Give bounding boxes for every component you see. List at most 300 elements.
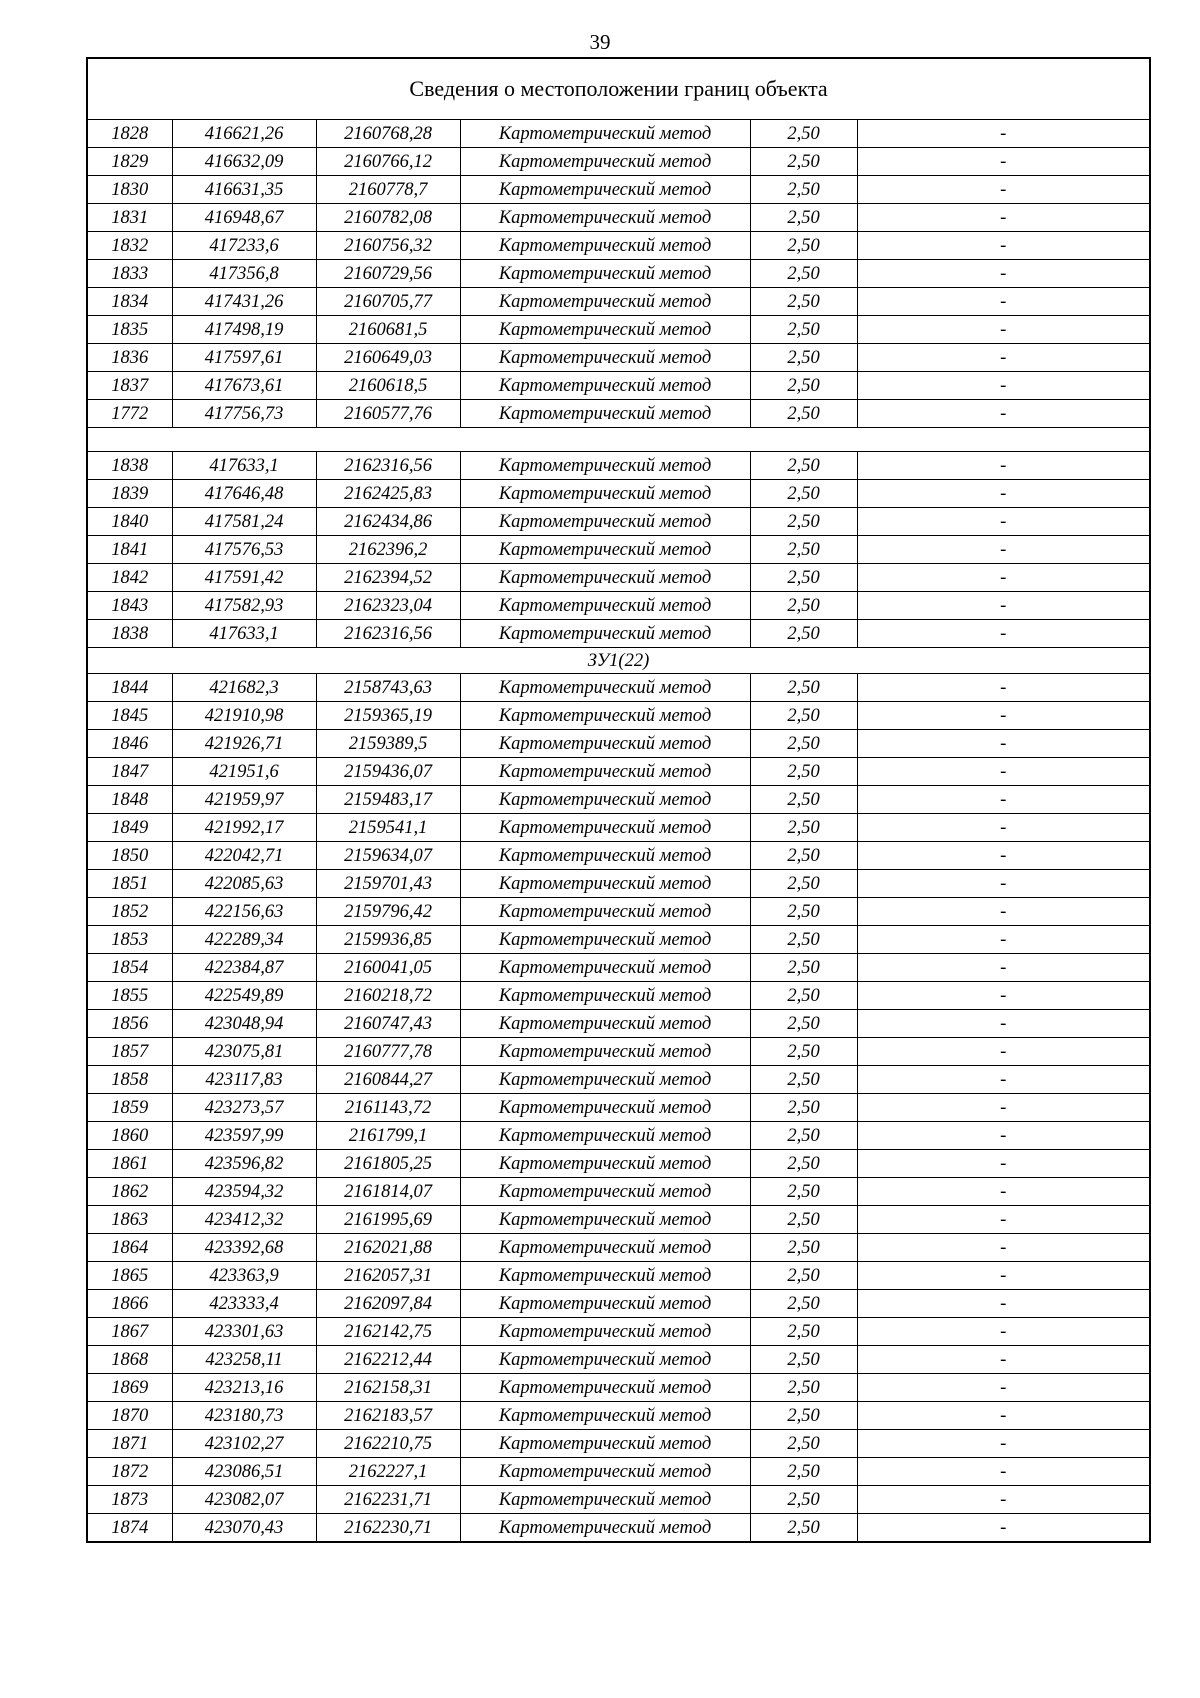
y-coordinate-cell: 2162231,71	[316, 1486, 460, 1514]
y-coordinate-cell: 2159483,17	[316, 786, 460, 814]
point-number-cell: 1854	[87, 954, 172, 982]
y-coordinate-cell: 2159796,42	[316, 898, 460, 926]
x-coordinate-cell: 422549,89	[172, 982, 316, 1010]
y-coordinate-cell: 2158743,63	[316, 674, 460, 702]
description-cell: -	[857, 814, 1150, 842]
description-cell: -	[857, 982, 1150, 1010]
table-row	[87, 536, 1150, 564]
point-number-cell: 1852	[87, 898, 172, 926]
method-cell: Картометрический метод	[460, 592, 750, 620]
y-coordinate-cell: 2160041,05	[316, 954, 460, 982]
y-coordinate-cell: 2162230,71	[316, 1514, 460, 1543]
method-cell: Картометрический метод	[460, 1318, 750, 1346]
description-cell: -	[857, 1150, 1150, 1178]
accuracy-cell: 2,50	[750, 508, 857, 536]
table-row	[87, 1486, 1150, 1514]
point-number-cell: 1871	[87, 1430, 172, 1458]
y-coordinate-cell: 2160218,72	[316, 982, 460, 1010]
accuracy-cell: 2,50	[750, 592, 857, 620]
y-coordinate-cell: 2162021,88	[316, 1234, 460, 1262]
point-number-cell: 1872	[87, 1458, 172, 1486]
x-coordinate-cell: 423117,83	[172, 1066, 316, 1094]
method-cell: Картометрический метод	[460, 730, 750, 758]
x-coordinate-cell: 417597,61	[172, 344, 316, 372]
accuracy-cell: 2,50	[750, 982, 857, 1010]
y-coordinate-cell: 2160778,7	[316, 176, 460, 204]
accuracy-cell: 2,50	[750, 1010, 857, 1038]
x-coordinate-cell: 417673,61	[172, 372, 316, 400]
description-cell: -	[857, 1234, 1150, 1262]
table-row	[87, 982, 1150, 1010]
table-row	[87, 1458, 1150, 1486]
description-cell: -	[857, 1514, 1150, 1543]
x-coordinate-cell: 423594,32	[172, 1178, 316, 1206]
table-row	[87, 372, 1150, 400]
y-coordinate-cell: 2162434,86	[316, 508, 460, 536]
accuracy-cell: 2,50	[750, 1178, 857, 1206]
description-cell: -	[857, 260, 1150, 288]
table-row	[87, 452, 1150, 480]
method-cell: Картометрический метод	[460, 1122, 750, 1150]
point-number-cell: 1833	[87, 260, 172, 288]
x-coordinate-cell: 417356,8	[172, 260, 316, 288]
method-cell: Картометрический метод	[460, 344, 750, 372]
x-coordinate-cell: 417431,26	[172, 288, 316, 316]
description-cell: -	[857, 1430, 1150, 1458]
description-cell: -	[857, 400, 1150, 428]
table-row	[87, 260, 1150, 288]
accuracy-cell: 2,50	[750, 674, 857, 702]
y-coordinate-cell: 2162425,83	[316, 480, 460, 508]
table-row	[87, 730, 1150, 758]
x-coordinate-cell: 423301,63	[172, 1318, 316, 1346]
table-row	[87, 1318, 1150, 1346]
x-coordinate-cell: 421682,3	[172, 674, 316, 702]
x-coordinate-cell: 423075,81	[172, 1038, 316, 1066]
y-coordinate-cell: 2162183,57	[316, 1402, 460, 1430]
table-row	[87, 1374, 1150, 1402]
table-row	[87, 1402, 1150, 1430]
description-cell: -	[857, 1066, 1150, 1094]
y-coordinate-cell: 2161143,72	[316, 1094, 460, 1122]
point-number-cell: 1864	[87, 1234, 172, 1262]
accuracy-cell: 2,50	[750, 1066, 857, 1094]
method-cell: Картометрический метод	[460, 674, 750, 702]
point-number-cell: 1841	[87, 536, 172, 564]
method-cell: Картометрический метод	[460, 1514, 750, 1543]
y-coordinate-cell: 2162212,44	[316, 1346, 460, 1374]
point-number-cell: 1844	[87, 674, 172, 702]
y-coordinate-cell: 2160729,56	[316, 260, 460, 288]
y-coordinate-cell: 2159389,5	[316, 730, 460, 758]
accuracy-cell: 2,50	[750, 1094, 857, 1122]
table-row	[87, 1178, 1150, 1206]
method-cell: Картометрический метод	[460, 260, 750, 288]
description-cell: -	[857, 1458, 1150, 1486]
point-number-cell: 1860	[87, 1122, 172, 1150]
method-cell: Картометрический метод	[460, 1346, 750, 1374]
x-coordinate-cell: 417633,1	[172, 620, 316, 648]
point-number-cell: 1859	[87, 1094, 172, 1122]
point-number-cell: 1839	[87, 480, 172, 508]
point-number-cell: 1834	[87, 288, 172, 316]
accuracy-cell: 2,50	[750, 758, 857, 786]
x-coordinate-cell: 423082,07	[172, 1486, 316, 1514]
point-number-cell: 1862	[87, 1178, 172, 1206]
section-label-row	[87, 648, 1150, 674]
y-coordinate-cell: 2162158,31	[316, 1374, 460, 1402]
x-coordinate-cell: 423048,94	[172, 1010, 316, 1038]
method-cell: Картометрический метод	[460, 176, 750, 204]
x-coordinate-cell: 423180,73	[172, 1402, 316, 1430]
description-cell: -	[857, 1374, 1150, 1402]
y-coordinate-cell: 2159634,07	[316, 842, 460, 870]
x-coordinate-cell: 417582,93	[172, 592, 316, 620]
y-coordinate-cell: 2162396,2	[316, 536, 460, 564]
y-coordinate-cell: 2161995,69	[316, 1206, 460, 1234]
table-row	[87, 620, 1150, 648]
description-cell: -	[857, 1122, 1150, 1150]
point-number-cell: 1849	[87, 814, 172, 842]
table-row	[87, 1094, 1150, 1122]
point-number-cell: 1838	[87, 620, 172, 648]
table-row	[87, 480, 1150, 508]
description-cell: -	[857, 730, 1150, 758]
y-coordinate-cell: 2160766,12	[316, 148, 460, 176]
accuracy-cell: 2,50	[750, 926, 857, 954]
y-coordinate-cell: 2160756,32	[316, 232, 460, 260]
x-coordinate-cell: 417581,24	[172, 508, 316, 536]
description-cell: -	[857, 508, 1150, 536]
x-coordinate-cell: 417646,48	[172, 480, 316, 508]
point-number-cell: 1845	[87, 702, 172, 730]
method-cell: Картометрический метод	[460, 564, 750, 592]
point-number-cell: 1866	[87, 1290, 172, 1318]
point-number-cell: 1828	[87, 120, 172, 148]
method-cell: Картометрический метод	[460, 1262, 750, 1290]
x-coordinate-cell: 423596,82	[172, 1150, 316, 1178]
table-row	[87, 758, 1150, 786]
y-coordinate-cell: 2160681,5	[316, 316, 460, 344]
separator-row	[87, 428, 1150, 452]
table-row	[87, 1430, 1150, 1458]
method-cell: Картометрический метод	[460, 702, 750, 730]
description-cell: -	[857, 898, 1150, 926]
method-cell: Картометрический метод	[460, 452, 750, 480]
table-row	[87, 814, 1150, 842]
y-coordinate-cell: 2162210,75	[316, 1430, 460, 1458]
description-cell: -	[857, 1318, 1150, 1346]
accuracy-cell: 2,50	[750, 702, 857, 730]
x-coordinate-cell: 416621,26	[172, 120, 316, 148]
method-cell: Картометрический метод	[460, 232, 750, 260]
y-coordinate-cell: 2162316,56	[316, 620, 460, 648]
accuracy-cell: 2,50	[750, 1262, 857, 1290]
accuracy-cell: 2,50	[750, 1374, 857, 1402]
table-row	[87, 232, 1150, 260]
description-cell: -	[857, 316, 1150, 344]
accuracy-cell: 2,50	[750, 1290, 857, 1318]
y-coordinate-cell: 2160782,08	[316, 204, 460, 232]
x-coordinate-cell: 422384,87	[172, 954, 316, 982]
method-cell: Картометрический метод	[460, 620, 750, 648]
description-cell: -	[857, 842, 1150, 870]
x-coordinate-cell: 417576,53	[172, 536, 316, 564]
y-coordinate-cell: 2161814,07	[316, 1178, 460, 1206]
description-cell: -	[857, 620, 1150, 648]
description-cell: -	[857, 232, 1150, 260]
method-cell: Картометрический метод	[460, 1486, 750, 1514]
x-coordinate-cell: 421992,17	[172, 814, 316, 842]
table-row	[87, 1206, 1150, 1234]
point-number-cell: 1869	[87, 1374, 172, 1402]
method-cell: Картометрический метод	[460, 480, 750, 508]
point-number-cell: 1829	[87, 148, 172, 176]
method-cell: Картометрический метод	[460, 148, 750, 176]
point-number-cell: 1858	[87, 1066, 172, 1094]
method-cell: Картометрический метод	[460, 1150, 750, 1178]
x-coordinate-cell: 423070,43	[172, 1514, 316, 1543]
x-coordinate-cell: 422289,34	[172, 926, 316, 954]
accuracy-cell: 2,50	[750, 288, 857, 316]
x-coordinate-cell: 417633,1	[172, 452, 316, 480]
description-cell: -	[857, 536, 1150, 564]
point-number-cell: 1853	[87, 926, 172, 954]
table-row	[87, 1514, 1150, 1543]
x-coordinate-cell: 423213,16	[172, 1374, 316, 1402]
table-row	[87, 1262, 1150, 1290]
point-number-cell: 1856	[87, 1010, 172, 1038]
description-cell: -	[857, 674, 1150, 702]
x-coordinate-cell: 416948,67	[172, 204, 316, 232]
table-title: Сведения о местоположении границ объекта	[87, 58, 1150, 120]
method-cell: Картометрический метод	[460, 372, 750, 400]
table-row	[87, 1122, 1150, 1150]
y-coordinate-cell: 2160844,27	[316, 1066, 460, 1094]
accuracy-cell: 2,50	[750, 480, 857, 508]
accuracy-cell: 2,50	[750, 870, 857, 898]
y-coordinate-cell: 2159365,19	[316, 702, 460, 730]
y-coordinate-cell: 2160747,43	[316, 1010, 460, 1038]
boundary-coordinates-table	[86, 57, 1151, 1543]
accuracy-cell: 2,50	[750, 1514, 857, 1543]
table-row	[87, 204, 1150, 232]
method-cell: Картометрический метод	[460, 288, 750, 316]
accuracy-cell: 2,50	[750, 1206, 857, 1234]
table-row	[87, 786, 1150, 814]
description-cell: -	[857, 1402, 1150, 1430]
y-coordinate-cell: 2159701,43	[316, 870, 460, 898]
point-number-cell: 1870	[87, 1402, 172, 1430]
table-row	[87, 344, 1150, 372]
x-coordinate-cell: 423086,51	[172, 1458, 316, 1486]
x-coordinate-cell: 423392,68	[172, 1234, 316, 1262]
point-number-cell: 1840	[87, 508, 172, 536]
y-coordinate-cell: 2162394,52	[316, 564, 460, 592]
y-coordinate-cell: 2161805,25	[316, 1150, 460, 1178]
accuracy-cell: 2,50	[750, 954, 857, 982]
point-number-cell: 1874	[87, 1514, 172, 1543]
method-cell: Картометрический метод	[460, 400, 750, 428]
point-number-cell: 1832	[87, 232, 172, 260]
point-number-cell: 1850	[87, 842, 172, 870]
table-row	[87, 1066, 1150, 1094]
method-cell: Картометрический метод	[460, 1430, 750, 1458]
x-coordinate-cell: 423333,4	[172, 1290, 316, 1318]
point-number-cell: 1873	[87, 1486, 172, 1514]
method-cell: Картометрический метод	[460, 926, 750, 954]
table-row	[87, 1150, 1150, 1178]
accuracy-cell: 2,50	[750, 1122, 857, 1150]
method-cell: Картометрический метод	[460, 1178, 750, 1206]
accuracy-cell: 2,50	[750, 620, 857, 648]
table-row	[87, 120, 1150, 148]
description-cell: -	[857, 148, 1150, 176]
method-cell: Картометрический метод	[460, 1458, 750, 1486]
y-coordinate-cell: 2162142,75	[316, 1318, 460, 1346]
description-cell: -	[857, 344, 1150, 372]
x-coordinate-cell: 417233,6	[172, 232, 316, 260]
point-number-cell: 1838	[87, 452, 172, 480]
y-coordinate-cell: 2162323,04	[316, 592, 460, 620]
point-number-cell: 1830	[87, 176, 172, 204]
accuracy-cell: 2,50	[750, 344, 857, 372]
table-row	[87, 148, 1150, 176]
point-number-cell: 1867	[87, 1318, 172, 1346]
x-coordinate-cell: 421951,6	[172, 758, 316, 786]
accuracy-cell: 2,50	[750, 148, 857, 176]
table-row	[87, 508, 1150, 536]
description-cell: -	[857, 954, 1150, 982]
table-row	[87, 1038, 1150, 1066]
table-row	[87, 1010, 1150, 1038]
accuracy-cell: 2,50	[750, 1234, 857, 1262]
description-cell: -	[857, 452, 1150, 480]
y-coordinate-cell: 2160768,28	[316, 120, 460, 148]
description-cell: -	[857, 176, 1150, 204]
point-number-cell: 1865	[87, 1262, 172, 1290]
x-coordinate-cell: 421959,97	[172, 786, 316, 814]
accuracy-cell: 2,50	[750, 372, 857, 400]
table-row	[87, 288, 1150, 316]
point-number-cell: 1848	[87, 786, 172, 814]
description-cell: -	[857, 1178, 1150, 1206]
x-coordinate-cell: 422085,63	[172, 870, 316, 898]
y-coordinate-cell: 2160618,5	[316, 372, 460, 400]
method-cell: Картометрический метод	[460, 1234, 750, 1262]
method-cell: Картометрический метод	[460, 120, 750, 148]
method-cell: Картометрический метод	[460, 814, 750, 842]
description-cell: -	[857, 786, 1150, 814]
point-number-cell: 1855	[87, 982, 172, 1010]
method-cell: Картометрический метод	[460, 898, 750, 926]
point-number-cell: 1772	[87, 400, 172, 428]
y-coordinate-cell: 2162316,56	[316, 452, 460, 480]
y-coordinate-cell: 2159436,07	[316, 758, 460, 786]
description-cell: -	[857, 372, 1150, 400]
point-number-cell: 1857	[87, 1038, 172, 1066]
method-cell: Картометрический метод	[460, 1402, 750, 1430]
method-cell: Картометрический метод	[460, 842, 750, 870]
method-cell: Картометрический метод	[460, 1010, 750, 1038]
table-row	[87, 954, 1150, 982]
accuracy-cell: 2,50	[750, 536, 857, 564]
y-coordinate-cell: 2160705,77	[316, 288, 460, 316]
description-cell: -	[857, 592, 1150, 620]
point-number-cell: 1863	[87, 1206, 172, 1234]
accuracy-cell: 2,50	[750, 842, 857, 870]
method-cell: Картометрический метод	[460, 204, 750, 232]
y-coordinate-cell: 2161799,1	[316, 1122, 460, 1150]
y-coordinate-cell: 2160777,78	[316, 1038, 460, 1066]
y-coordinate-cell: 2162097,84	[316, 1290, 460, 1318]
point-number-cell: 1831	[87, 204, 172, 232]
accuracy-cell: 2,50	[750, 400, 857, 428]
description-cell: -	[857, 1038, 1150, 1066]
point-number-cell: 1843	[87, 592, 172, 620]
method-cell: Картометрический метод	[460, 508, 750, 536]
x-coordinate-cell: 421926,71	[172, 730, 316, 758]
description-cell: -	[857, 1094, 1150, 1122]
accuracy-cell: 2,50	[750, 814, 857, 842]
method-cell: Картометрический метод	[460, 1066, 750, 1094]
y-coordinate-cell: 2159541,1	[316, 814, 460, 842]
accuracy-cell: 2,50	[750, 260, 857, 288]
accuracy-cell: 2,50	[750, 898, 857, 926]
description-cell: -	[857, 480, 1150, 508]
table-row	[87, 176, 1150, 204]
method-cell: Картометрический метод	[460, 954, 750, 982]
method-cell: Картометрический метод	[460, 1038, 750, 1066]
accuracy-cell: 2,50	[750, 176, 857, 204]
accuracy-cell: 2,50	[750, 730, 857, 758]
accuracy-cell: 2,50	[750, 564, 857, 592]
description-cell: -	[857, 1010, 1150, 1038]
description-cell: -	[857, 1346, 1150, 1374]
method-cell: Картометрический метод	[460, 982, 750, 1010]
y-coordinate-cell: 2160649,03	[316, 344, 460, 372]
point-number-cell: 1851	[87, 870, 172, 898]
x-coordinate-cell: 417591,42	[172, 564, 316, 592]
method-cell: Картометрический метод	[460, 1374, 750, 1402]
description-cell: -	[857, 702, 1150, 730]
x-coordinate-cell: 422156,63	[172, 898, 316, 926]
accuracy-cell: 2,50	[750, 232, 857, 260]
accuracy-cell: 2,50	[750, 1458, 857, 1486]
x-coordinate-cell: 423102,27	[172, 1430, 316, 1458]
table-row	[87, 1234, 1150, 1262]
x-coordinate-cell: 416631,35	[172, 176, 316, 204]
description-cell: -	[857, 1486, 1150, 1514]
accuracy-cell: 2,50	[750, 1346, 857, 1374]
description-cell: -	[857, 758, 1150, 786]
x-coordinate-cell: 423363,9	[172, 1262, 316, 1290]
x-coordinate-cell: 423597,99	[172, 1122, 316, 1150]
table-row	[87, 1290, 1150, 1318]
accuracy-cell: 2,50	[750, 120, 857, 148]
accuracy-cell: 2,50	[750, 1318, 857, 1346]
accuracy-cell: 2,50	[750, 204, 857, 232]
accuracy-cell: 2,50	[750, 786, 857, 814]
point-number-cell: 1835	[87, 316, 172, 344]
table-body	[87, 58, 1150, 1542]
x-coordinate-cell: 416632,09	[172, 148, 316, 176]
accuracy-cell: 2,50	[750, 1150, 857, 1178]
method-cell: Картометрический метод	[460, 758, 750, 786]
description-cell: -	[857, 926, 1150, 954]
description-cell: -	[857, 1290, 1150, 1318]
point-number-cell: 1868	[87, 1346, 172, 1374]
